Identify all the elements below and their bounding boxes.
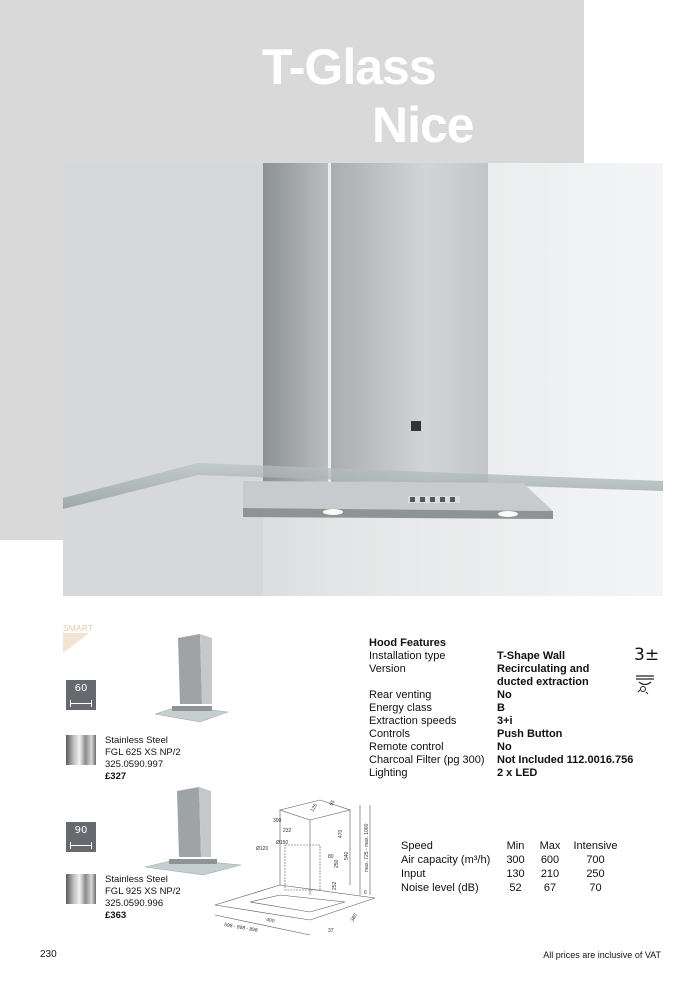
cooker-hood-illustration bbox=[63, 163, 663, 596]
product-price: £363 bbox=[105, 910, 127, 921]
dim-label: 380 bbox=[349, 912, 359, 923]
product-price: £327 bbox=[105, 771, 127, 782]
product-code: 325.0590.996 bbox=[105, 898, 164, 909]
feature-label: Extraction speeds bbox=[369, 715, 457, 727]
row-label: Air capacity (m³/h) bbox=[401, 854, 491, 866]
features-heading: Hood Features bbox=[369, 637, 447, 649]
max-header: Max bbox=[539, 840, 561, 852]
page-number: 230 bbox=[40, 949, 57, 960]
feature-value: No bbox=[497, 689, 512, 701]
feature-value: T-Shape Wall bbox=[497, 650, 566, 662]
dimension-drawing bbox=[210, 790, 380, 940]
product-material: Stainless Steel bbox=[105, 735, 168, 746]
feature-value: Recirculating and ducted extraction bbox=[497, 663, 590, 688]
feature-value: B bbox=[497, 702, 505, 714]
intensive-header: Intensive bbox=[573, 840, 618, 852]
size-badge-number: 60 bbox=[74, 683, 88, 694]
feature-row-installation bbox=[369, 650, 669, 663]
cell-max: 67 bbox=[543, 882, 557, 894]
page-title-line2: Nice bbox=[372, 97, 474, 153]
dim-label: 400 bbox=[265, 917, 275, 925]
product-info-60 bbox=[105, 735, 181, 783]
size-badge-number: 90 bbox=[74, 825, 88, 836]
dim-label: Ø150 bbox=[276, 840, 289, 846]
size-badge-60 bbox=[66, 680, 96, 710]
row-label: Input bbox=[401, 868, 426, 880]
hood-features bbox=[369, 637, 669, 780]
dim-label: max. 725 - max. 1000 bbox=[364, 823, 370, 872]
table-row bbox=[401, 853, 623, 867]
feature-row-rear-venting bbox=[369, 689, 669, 702]
product-thumbnail-60 bbox=[150, 634, 230, 726]
dim-label: 300 bbox=[273, 818, 282, 824]
dim-label: 80 bbox=[328, 854, 334, 860]
led-light-icon bbox=[634, 673, 656, 695]
feature-value: Not Included 112.0016.756 bbox=[497, 754, 634, 766]
table-row bbox=[401, 867, 623, 881]
feature-row-version bbox=[369, 663, 669, 689]
feature-label: Energy class bbox=[369, 702, 432, 714]
dim-label: 470 bbox=[338, 829, 344, 838]
cell-max: 600 bbox=[540, 854, 560, 866]
feature-label: Lighting bbox=[369, 767, 408, 779]
smart-accent-triangle-icon bbox=[63, 633, 89, 653]
feature-row-lighting bbox=[369, 767, 669, 780]
cell-min: 130 bbox=[506, 868, 525, 880]
feature-label: Rear venting bbox=[369, 689, 432, 701]
dim-label: 65 bbox=[328, 799, 337, 807]
feature-row-speeds bbox=[369, 715, 669, 728]
size-badge-90 bbox=[66, 822, 96, 852]
row-label: Noise level (dB) bbox=[401, 882, 479, 894]
dim-label: 598 - 898 - 898 bbox=[223, 922, 259, 934]
cell-intensive: 700 bbox=[586, 854, 605, 866]
feature-row-remote bbox=[369, 741, 669, 754]
feature-label: Version bbox=[369, 663, 406, 675]
feature-value: 2 x LED bbox=[497, 767, 538, 779]
product-info-90 bbox=[105, 874, 181, 922]
dim-label: 232 bbox=[283, 828, 292, 834]
feature-row-controls bbox=[369, 728, 669, 741]
product-code: 325.0590.997 bbox=[105, 759, 164, 770]
dim-label: 37 bbox=[328, 928, 334, 934]
dim-label: 252 bbox=[332, 881, 338, 890]
feature-row-energy bbox=[369, 702, 669, 715]
cell-intensive: 70 bbox=[589, 882, 602, 894]
feature-value: 3+i bbox=[497, 715, 513, 727]
min-header: Min bbox=[506, 840, 525, 852]
smart-badge: SMART bbox=[63, 624, 94, 633]
cell-min: 52 bbox=[509, 882, 522, 894]
page-title-line1: T-Glass bbox=[262, 39, 436, 95]
width-arrow-icon bbox=[70, 845, 92, 846]
cell-max: 210 bbox=[540, 868, 560, 880]
feature-label: Charcoal Filter (pg 300) bbox=[369, 754, 485, 766]
feature-value: Push Button bbox=[497, 728, 563, 740]
width-arrow-icon bbox=[70, 703, 92, 704]
dim-label: 540 bbox=[344, 851, 350, 860]
stainless-steel-swatch bbox=[66, 874, 96, 904]
three-plus-speeds-icon: 3± bbox=[634, 645, 660, 665]
cell-min: 300 bbox=[506, 854, 525, 866]
stainless-steel-swatch bbox=[66, 735, 96, 765]
dim-label: 250 bbox=[334, 859, 340, 868]
dim-label: 125 bbox=[309, 802, 319, 813]
speed-header: Speed bbox=[401, 840, 433, 852]
product-model: FGL 925 XS NP/2 bbox=[105, 886, 181, 897]
speed-table bbox=[401, 839, 623, 895]
cell-intensive: 250 bbox=[586, 868, 605, 880]
product-material: Stainless Steel bbox=[105, 874, 168, 885]
speed-table-header bbox=[401, 839, 623, 853]
feature-label: Remote control bbox=[369, 741, 444, 753]
feature-label: Controls bbox=[369, 728, 410, 740]
product-model: FGL 625 XS NP/2 bbox=[105, 747, 181, 758]
dim-label: Ø120 bbox=[256, 846, 269, 852]
vat-note: All prices are inclusive of VAT bbox=[543, 950, 661, 960]
feature-value: No bbox=[497, 741, 512, 753]
table-row bbox=[401, 881, 623, 895]
hero-product-photo bbox=[63, 163, 663, 596]
feature-label: Installation type bbox=[369, 650, 446, 662]
feature-row-charcoal bbox=[369, 754, 669, 767]
dim-label: 6 bbox=[364, 890, 367, 896]
